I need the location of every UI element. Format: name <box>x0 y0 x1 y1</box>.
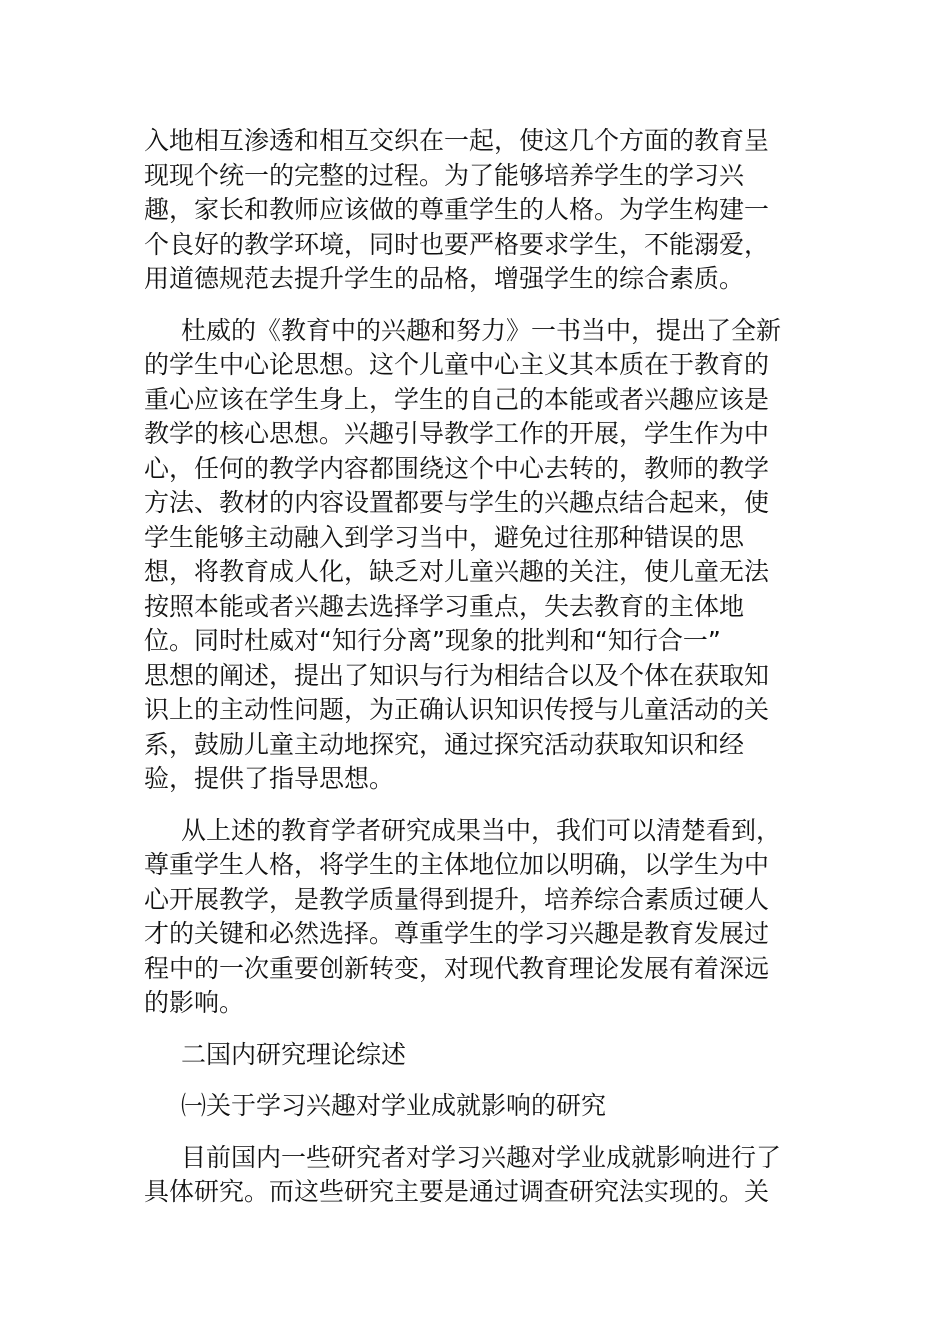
text-line: 用道德规范去提升学生的品格，增强学生的综合素质。 <box>144 264 745 293</box>
text-line: 思想的阐述，提出了知识与行为相结合以及个体在获取知 <box>144 660 770 690</box>
text-line: 才的关键和必然选择。尊重学生的学习兴趣是教育发展过 <box>144 919 770 948</box>
text-line: 位。同时杜威对“知行分离”现象的批判和“知行合一” <box>144 626 721 655</box>
paragraph-3 <box>144 814 804 1021</box>
section-heading: 二国内研究理论综述 <box>181 1039 407 1069</box>
text-line: 重心应该在学生身上，学生的自己的本能或者兴趣应该是 <box>144 384 770 414</box>
text-line: 的学生中心论思想。这个儿童中心主义其本质在于教育的 <box>144 350 770 379</box>
paragraph-2 <box>144 314 804 797</box>
text-line: 具体研究。而这些研究主要是通过调查研究法实现的。关 <box>144 1177 770 1206</box>
text-line: 心，任何的教学内容都围绕这个中心去转的，教师的教学 <box>144 453 770 483</box>
text-line: 从上述的教育学者研究成果当中，我们可以清楚看到， <box>181 815 782 845</box>
paragraph-4 <box>144 1141 804 1210</box>
text-line: 目前国内一些研究者对学习兴趣对学业成就影响进行了 <box>181 1142 782 1172</box>
text-line: 教学的核心思想。兴趣引导教学工作的开展，学生作为中 <box>144 419 770 448</box>
paragraph-1 <box>144 124 804 297</box>
text-line: 个良好的教学环境，同时也要严格要求学生，不能溺爱， <box>144 229 770 259</box>
text-line: 杜威的《教育中的兴趣和努力》一书当中，提出了全新 <box>181 315 782 345</box>
text-line: 按照本能或者兴趣去选择学习重点，失去教育的主体地 <box>144 591 745 621</box>
text-line: 心开展教学，是教学质量得到提升，培养综合素质过硬人 <box>144 884 770 914</box>
text-line: 现现个统一的完整的过程。为了能够培养学生的学习兴 <box>144 160 745 190</box>
text-line: 识上的主动性问题，为正确认识知识传授与儿童活动的关 <box>144 695 770 724</box>
text-line: 系，鼓励儿童主动地探究，通过探究活动获取知识和经 <box>144 729 745 759</box>
document-body <box>144 124 804 1227</box>
text-line: 入地相互渗透和相互交织在一起，使这几个方面的教育呈 <box>144 126 770 155</box>
text-line: 学生能够主动融入到学习当中，避免过往那种错误的思 <box>144 522 745 552</box>
text-line: 想，将教育成人化，缺乏对儿童兴趣的关注，使儿童无法 <box>144 557 770 586</box>
text-line: 尊重学生人格，将学生的主体地位加以明确，以学生为中 <box>144 850 770 879</box>
text-line: 验，提供了指导思想。 <box>144 764 395 793</box>
text-line: 趣，家长和教师应该做的尊重学生的人格。为学生构建一 <box>144 195 770 224</box>
text-line: 方法、教材的内容设置都要与学生的兴趣点结合起来，使 <box>144 488 770 517</box>
subsection-heading: ㈠关于学习兴趣对学业成就影响的研究 <box>181 1091 607 1120</box>
text-line: 程中的一次重要创新转变，对现代教育理论发展有着深远 <box>144 953 770 983</box>
text-line: 的影响。 <box>144 988 245 1017</box>
